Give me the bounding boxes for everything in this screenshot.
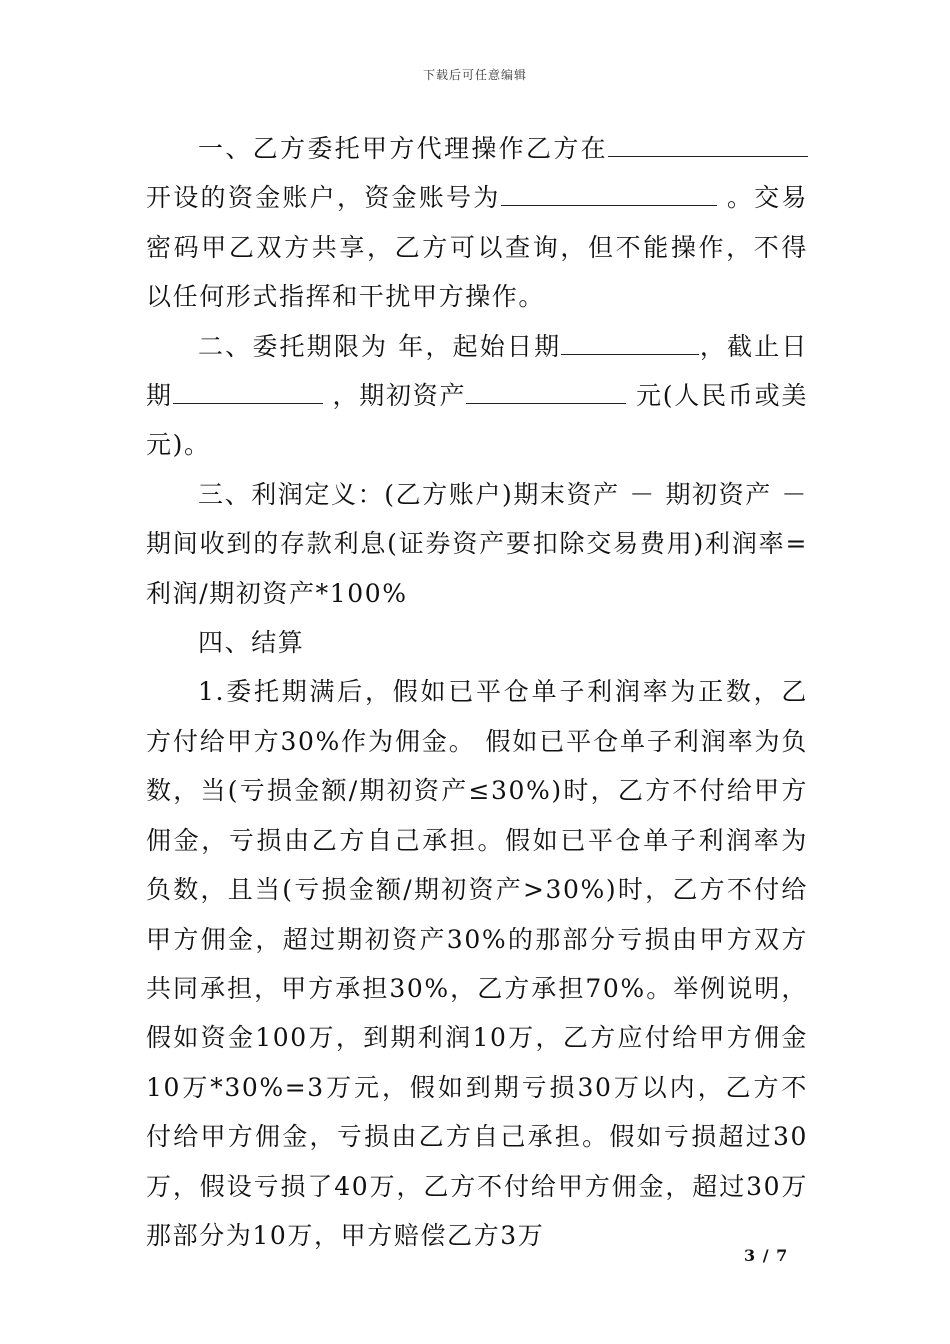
clause-2-text-d: 元(人民币或美元)。 <box>146 381 808 460</box>
clause-1-text-a: 一、乙方委托甲方代理操作乙方在 <box>198 134 608 163</box>
clause-2-text-b: ，截止日期 <box>146 331 808 411</box>
clause-3: 三、利润定义：(乙方账户)期末资产 － 期初资产 －期间收到的存款利息(证券资产要扣除交易费用)利润率=利润/期初资产*100% <box>146 479 808 608</box>
page-header: 下载后可任意编辑 <box>422 68 527 82</box>
blank-account-number <box>501 179 717 206</box>
clause-4-title: 四、结算 <box>198 628 305 658</box>
clause-1 <box>146 124 808 322</box>
clause-2-text-c: ，期初资产 <box>322 381 467 411</box>
clause-1-text-c: 。交易密码甲乙双方共享，乙方可以查询，但不能操作，不得以任何形式指挥和干扰甲方操作。 <box>146 183 808 312</box>
blank-end-date <box>173 377 323 404</box>
blank-bank-name <box>608 130 808 157</box>
document-body <box>146 124 808 1260</box>
clause-2 <box>146 322 808 470</box>
clause-2-text-a: 二、委托期限为 年，起始日期 <box>198 331 562 361</box>
clause-1-text-b: 开设的资金账户，资金账号为 <box>146 183 501 213</box>
blank-start-date <box>561 328 699 355</box>
blank-initial-assets <box>466 377 626 404</box>
page-number: 3 / 7 <box>744 1246 789 1265</box>
clause-4-item-1: 1.委托期满后，假如已平仓单子利润率为正数，乙方付给甲方30%作为佣金。 假如已平仓单子利润率为负数，当(亏损金额/期初资产≤30%)时，乙方不付给甲方佣金，亏损由乙方自己承担。假如已平仓单子利润率为负数，且当(亏损金额/期初资产>30%)时，乙方不付给甲方佣金，超过期初资产30%的那部分亏损由甲方双方共同承担，甲方承担30%，乙方承担70%。举例说明，假如资金100万，到期利润10万，乙方应付给甲方佣金10万*30%=3万元，假如到期亏损30万以内，乙方不付给甲方佣金，亏损由乙方自己承担。假如亏损超过30万，假设亏损了40万，乙方不付给甲方佣金，超过30万那部分为10万，甲方赔偿乙方3万 <box>146 677 808 1250</box>
